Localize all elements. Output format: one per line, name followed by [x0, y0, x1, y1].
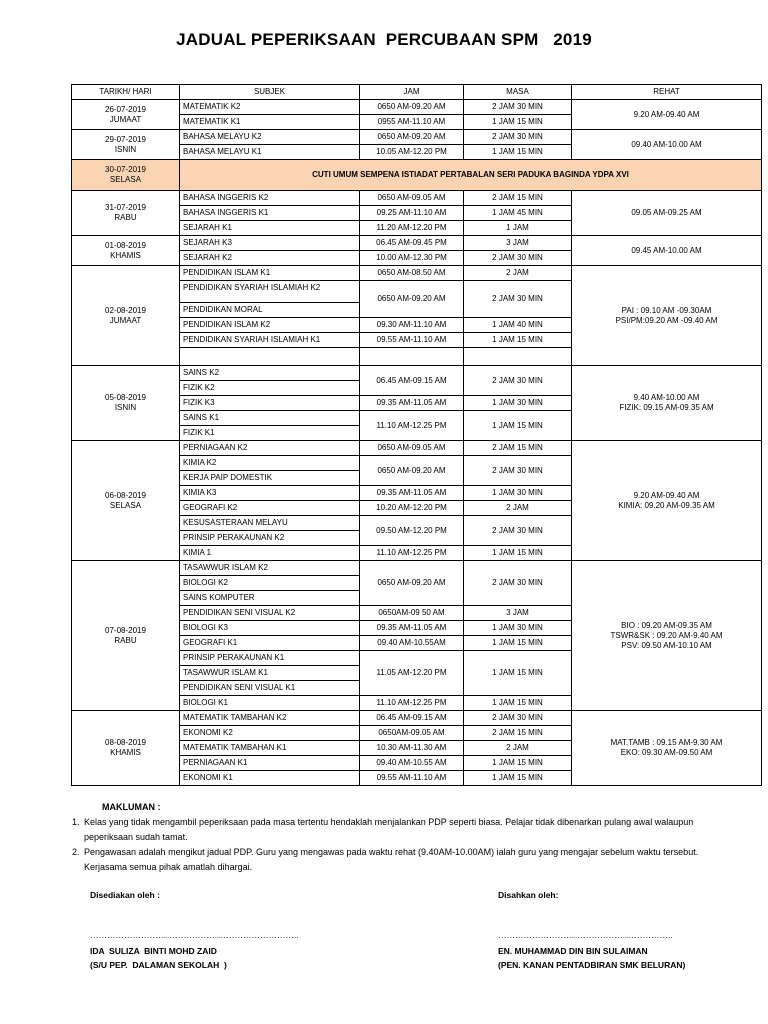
subject-cell: KIMIA 1: [180, 546, 360, 561]
subject-cell: BIOLOGI K2: [180, 576, 360, 591]
exam-schedule-table: [71, 84, 762, 786]
table-row: [72, 366, 762, 381]
date-cell: 06-08-2019 SELASA: [72, 441, 180, 561]
duration-cell: 2 JAM 30 MIN: [464, 561, 572, 606]
table-row: [72, 711, 762, 726]
header-date: TARIKH/ HARI: [72, 85, 180, 100]
subject-cell: PENDIDIKAN ISLAM K1: [180, 266, 360, 281]
subject-cell: KESUSASTERAAN MELAYU: [180, 516, 360, 531]
time-cell: 11.10 AM-12.25 PM: [360, 411, 464, 441]
subject-cell: PERNIAGAAN K2: [180, 441, 360, 456]
approved-by-name: EN. MUHAMMAD DIN BIN SULAIMAN: [498, 946, 648, 956]
subject-cell: BAHASA MELAYU K1: [180, 145, 360, 160]
notes-heading: MAKLUMAN :: [102, 802, 161, 812]
time-cell: 09.40 AM-10.55AM: [360, 636, 464, 651]
table-row: [72, 130, 762, 145]
page-title: JADUAL PEPERIKSAAN PERCUBAAN SPM 2019: [176, 30, 592, 49]
break-cell: 9.40 AM-10.00 AM FIZIK: 09.15 AM-09.35 AM: [572, 366, 762, 441]
time-cell: 10.00 AM-12.30 PM: [360, 251, 464, 266]
time-cell: 0650 AM-09.20 AM: [360, 456, 464, 486]
header-duration: MASA: [464, 85, 572, 100]
time-cell: 06.45 AM-09.15 AM: [360, 366, 464, 396]
date-cell: 26-07-2019 JUMAAT: [72, 100, 180, 130]
duration-cell: 2 JAM 30 MIN: [464, 281, 572, 318]
subject-cell: SEJARAH K2: [180, 251, 360, 266]
subject-cell: PENDIDIKAN SENI VISUAL K1: [180, 681, 360, 696]
date-cell: 02-08-2019 JUMAAT: [72, 266, 180, 366]
note-item: 2. Pengawasan adalah mengikut jadual PDP. Guru yang mengawas pada waktu rehat (9.40AM-10.00AM) ialah guru yang mengajar sebelum waktu tersebut. Kerjasama semua pihak amatlah dihargai.: [82, 845, 718, 875]
subject-cell: MATEMATIK K2: [180, 100, 360, 115]
duration-cell: 2 JAM 30 MIN: [464, 456, 572, 486]
table-row: [72, 236, 762, 251]
time-cell: 11.10 AM-12.25 PM: [360, 696, 464, 711]
time-cell: 09.35 AM-11.05 AM: [360, 396, 464, 411]
duration-cell: 2 JAM: [464, 741, 572, 756]
duration-cell: 1 JAM 15 MIN: [464, 115, 572, 130]
notes-list: [68, 815, 718, 875]
time-cell: 10.05 AM-12.20 PM: [360, 145, 464, 160]
duration-cell: 1 JAM 45 MIN: [464, 206, 572, 221]
subject-cell: BIOLOGI K1: [180, 696, 360, 711]
time-cell: 0650 AM-09.20 AM: [360, 281, 464, 318]
note-item: 1. Kelas yang tidak mengambil peperiksaan pada masa tertentu hendaklah menjalankan PDP seperti biasa. Pelajar tidak dibenarkan pulang awal walaupun peperiksaan sudah tamat.: [82, 815, 718, 845]
time-cell: 0650 AM-09.05 AM: [360, 441, 464, 456]
subject-cell: KERJA PAIP DOMESTIK: [180, 471, 360, 486]
time-cell: 0650 AM-09.20 AM: [360, 561, 464, 606]
holiday-cell: CUTI UMUM SEMPENA ISTIADAT PERTABALAN SERI PADUKA BAGINDA YDPA XVI: [180, 160, 762, 191]
break-cell: 09.05 AM-09.25 AM: [572, 191, 762, 236]
subject-cell: EKONOMI K1: [180, 771, 360, 786]
subject-cell: PERNIAGAAN K1: [180, 756, 360, 771]
subject-cell: KIMIA K2: [180, 456, 360, 471]
subject-cell: PENDIDIKAN MORAL: [180, 303, 360, 318]
header-subject: SUBJEK: [180, 85, 360, 100]
subject-cell: PENDIDIKAN SENI VISUAL K2: [180, 606, 360, 621]
subject-cell: KIMIA K3: [180, 486, 360, 501]
duration-cell: 2 JAM 30 MIN: [464, 130, 572, 145]
subject-cell: PENDIDIKAN SYARIAH ISLAMIAH K2: [180, 281, 360, 303]
time-cell: 10.30 AM-11.30 AM: [360, 741, 464, 756]
time-cell: 09.25 AM-11.10 AM: [360, 206, 464, 221]
duration-cell: 1 JAM 15 MIN: [464, 411, 572, 441]
duration-cell: 1 JAM 15 MIN: [464, 696, 572, 711]
duration-cell: 1 JAM 15 MIN: [464, 145, 572, 160]
approved-by-label: Disahkan oleh:: [498, 890, 559, 900]
time-cell: 09.35 AM-11.05 AM: [360, 621, 464, 636]
time-cell: 06.45 AM-09.45 PM: [360, 236, 464, 251]
duration-cell: 1 JAM: [464, 221, 572, 236]
date-cell: 05-08-2019 ISNIN: [72, 366, 180, 441]
duration-cell: 1 JAM 30 MIN: [464, 621, 572, 636]
duration-cell: 3 JAM: [464, 236, 572, 251]
subject-cell: TASAWWUR ISLAM K1: [180, 666, 360, 681]
time-cell: 0650 AM-08.50 AM: [360, 266, 464, 281]
time-cell: 0650 AM-09.20 AM: [360, 100, 464, 115]
duration-cell: 2 JAM 15 MIN: [464, 191, 572, 206]
table-row: [72, 191, 762, 206]
header-time: JAM: [360, 85, 464, 100]
table-row: [72, 100, 762, 115]
holiday-row: [72, 160, 762, 191]
subject-cell: PENDIDIKAN SYARIAH ISLAMIAH K1: [180, 333, 360, 348]
time-cell: 0650AM-09.05 AM: [360, 726, 464, 741]
break-cell: 09.40 AM-10.00 AM: [572, 130, 762, 160]
subject-cell: SAINS K1: [180, 411, 360, 426]
subject-cell: MATEMATIK TAMBAHAN K2: [180, 711, 360, 726]
duration-cell: [464, 348, 572, 366]
duration-cell: 2 JAM 30 MIN: [464, 366, 572, 396]
duration-cell: 1 JAM 15 MIN: [464, 333, 572, 348]
subject-cell: FIZIK K2: [180, 381, 360, 396]
duration-cell: 1 JAM 15 MIN: [464, 546, 572, 561]
break-cell: 9.20 AM-09.40 AM: [572, 100, 762, 130]
time-cell: 09.35 AM-11.05 AM: [360, 486, 464, 501]
subject-cell: SEJARAH K3: [180, 236, 360, 251]
time-cell: 11.05 AM-12.20 PM: [360, 651, 464, 696]
duration-cell: 2 JAM: [464, 501, 572, 516]
duration-cell: 2 JAM 15 MIN: [464, 726, 572, 741]
break-cell: PAI : 09.10 AM -09.30AM PSI/PM:09.20 AM -09.40 AM: [572, 266, 762, 366]
notes-section: [68, 800, 718, 875]
duration-cell: 1 JAM 15 MIN: [464, 651, 572, 696]
duration-cell: 3 JAM: [464, 606, 572, 621]
date-cell: 07-08-2019 RABU: [72, 561, 180, 711]
holiday-date-cell: 30-07-2019 SELASA: [72, 160, 180, 191]
time-cell: 0650 AM-09.05 AM: [360, 191, 464, 206]
subject-cell: MATEMATIK TAMBAHAN K1: [180, 741, 360, 756]
subject-cell: PENDIDIKAN ISLAM K2: [180, 318, 360, 333]
time-cell: 11.10 AM-12.25 PM: [360, 546, 464, 561]
table-row: [72, 266, 762, 281]
subject-cell: EKONOMI K2: [180, 726, 360, 741]
duration-cell: 2 JAM 30 MIN: [464, 251, 572, 266]
date-cell: 31-07-2019 RABU: [72, 191, 180, 236]
date-cell: 29-07-2019 ISNIN: [72, 130, 180, 160]
prepared-by-role: (S/U PEP. DALAMAN SEKOLAH ): [90, 960, 227, 970]
time-cell: 10.20 AM-12.20 PM: [360, 501, 464, 516]
subject-cell: TASAWWUR ISLAM K2: [180, 561, 360, 576]
approved-by-role: (PEN. KANAN PENTADBIRAN SMK BELURAN): [498, 960, 686, 970]
duration-cell: 1 JAM 30 MIN: [464, 486, 572, 501]
approved-by-signature-line: ……………………………………………………..: [498, 930, 673, 940]
duration-cell: 2 JAM 30 MIN: [464, 516, 572, 546]
prepared-by-signature-line: ………………………………………………………………..: [90, 930, 299, 940]
break-cell: MAT.TAMB : 09.15 AM-9.30 AM EKO: 09.30 AM-09.50 AM: [572, 711, 762, 786]
duration-cell: 2 JAM 30 MIN: [464, 711, 572, 726]
duration-cell: 1 JAM 40 MIN: [464, 318, 572, 333]
time-cell: 09.55 AM-11.10 AM: [360, 333, 464, 348]
duration-cell: 1 JAM 15 MIN: [464, 756, 572, 771]
subject-cell: MATEMATIK K1: [180, 115, 360, 130]
time-cell: 11.20 AM-12.20 PM: [360, 221, 464, 236]
duration-cell: 1 JAM 15 MIN: [464, 771, 572, 786]
subject-cell: BAHASA MELAYU K2: [180, 130, 360, 145]
table-row: [72, 561, 762, 576]
duration-cell: 1 JAM 30 MIN: [464, 396, 572, 411]
subject-cell: GEOGRAFI K2: [180, 501, 360, 516]
date-cell: 01-08-2019 KHAMIS: [72, 236, 180, 266]
table-header-row: [72, 85, 762, 100]
break-cell: 09.45 AM-10.00 AM: [572, 236, 762, 266]
time-cell: [360, 348, 464, 366]
break-cell: 9.20 AM-09.40 AM KIMIA: 09.20 AM-09.35 AM: [572, 441, 762, 561]
subject-cell: BAHASA INGGERIS K1: [180, 206, 360, 221]
subject-cell: BAHASA INGGERIS K2: [180, 191, 360, 206]
duration-cell: 2 JAM: [464, 266, 572, 281]
time-cell: 06.45 AM-09.15 AM: [360, 711, 464, 726]
prepared-by-label: Disediakan oleh :: [90, 890, 160, 900]
subject-cell: PRINSIP PERAKAUNAN K2: [180, 531, 360, 546]
date-cell: 08-08-2019 KHAMIS: [72, 711, 180, 786]
time-cell: 09.55 AM-11.10 AM: [360, 771, 464, 786]
table-row: [72, 441, 762, 456]
subject-cell: SAINS KOMPUTER: [180, 591, 360, 606]
prepared-by-name: IDA SULIZA BINTI MOHD ZAID: [90, 946, 217, 956]
time-cell: 09.40 AM-10.55 AM: [360, 756, 464, 771]
time-cell: 09.30 AM-11.10 AM: [360, 318, 464, 333]
duration-cell: 1 JAM 15 MIN: [464, 636, 572, 651]
subject-cell: GEOGRAFI K1: [180, 636, 360, 651]
subject-cell: FIZIK K3: [180, 396, 360, 411]
break-cell: BIO : 09.20 AM-09.35 AM TSWR&SK : 09.20 AM-9.40 AM PSV: 09.50 AM-10.10 AM: [572, 561, 762, 711]
subject-cell: FIZIK K1: [180, 426, 360, 441]
time-cell: 0955 AM-11.10 AM: [360, 115, 464, 130]
subject-cell: BIOLOGI K3: [180, 621, 360, 636]
time-cell: 0650 AM-09.20 AM: [360, 130, 464, 145]
subject-cell: PRINSIP PERAKAUNAN K1: [180, 651, 360, 666]
time-cell: 09.50 AM-12.20 PM: [360, 516, 464, 546]
duration-cell: 2 JAM 30 MIN: [464, 100, 572, 115]
duration-cell: 2 JAM 15 MIN: [464, 441, 572, 456]
time-cell: 0650AM-09 50 AM: [360, 606, 464, 621]
subject-cell: SEJARAH K1: [180, 221, 360, 236]
subject-cell: [180, 348, 360, 366]
header-break: REHAT: [572, 85, 762, 100]
subject-cell: SAINS K2: [180, 366, 360, 381]
